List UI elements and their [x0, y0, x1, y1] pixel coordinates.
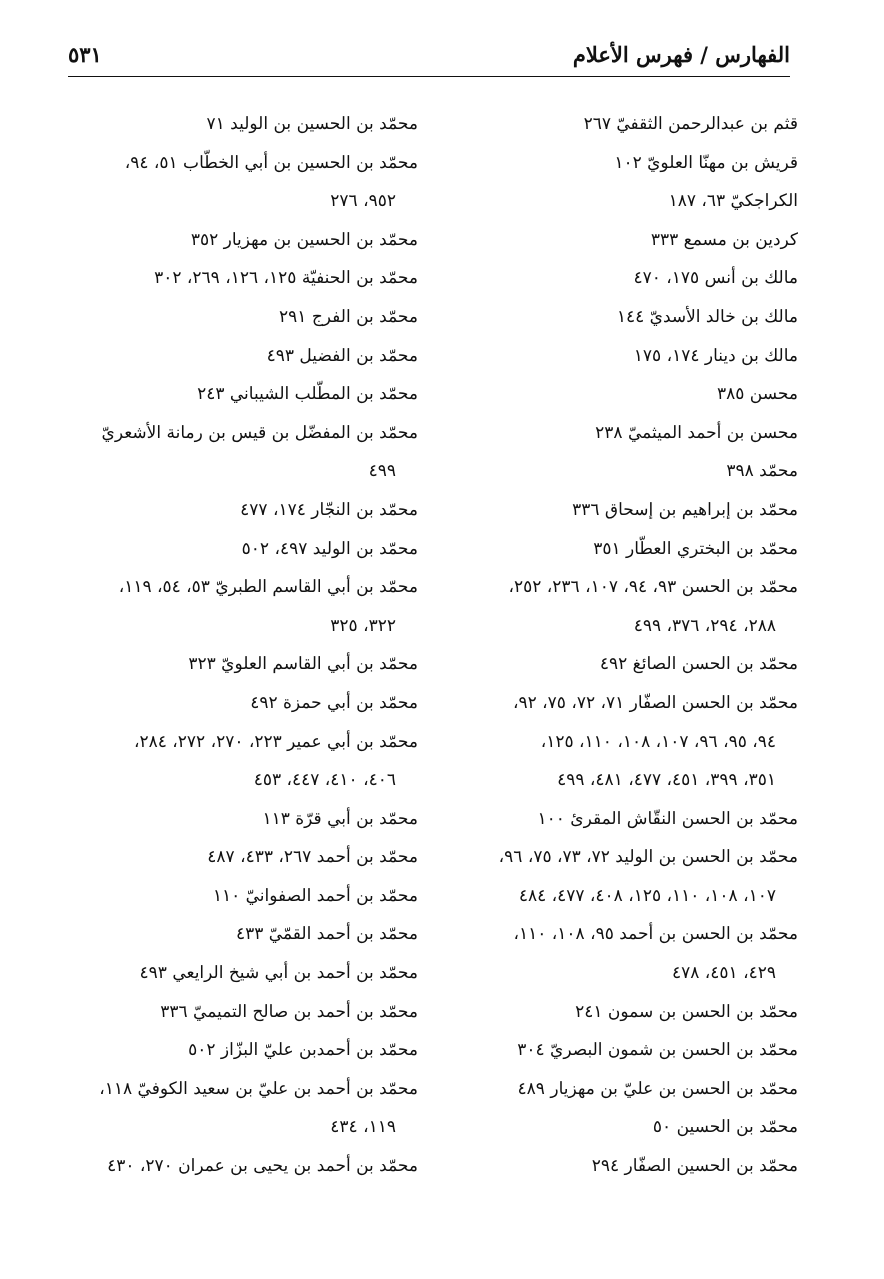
index-entry: محمّد بن أحمد ٢٦٧، ٤٣٣، ٤٨٧	[207, 847, 418, 868]
index-entry-continuation: ٤٩٩	[368, 461, 396, 482]
index-entry-continuation: ٤٠٦، ٤١٠، ٤٤٧، ٤٥٣	[253, 770, 396, 791]
index-entry: محمّد ٣٩٨	[726, 461, 798, 482]
index-entry-continuation: ٣٥١، ٣٩٩، ٤٥١، ٤٧٧، ٤٨١، ٤٩٩	[557, 770, 776, 791]
index-entry: محمّد بن الحسن الصائغ ٤٩٢	[599, 654, 798, 675]
index-entry-continuation: ١٠٧، ١٠٨، ١١٠، ١٢٥، ٤٠٨، ٤٧٧، ٤٨٤	[518, 885, 776, 906]
index-entry: محمّد بن الحسين الصفّار ٢٩٤	[591, 1156, 798, 1177]
index-entry: مالك بن دينار ١٧٤، ١٧٥	[633, 345, 798, 366]
index-entry: الكراجكيّ ٦٣، ١٨٧	[668, 191, 798, 212]
index-entry: قريش بن مهنّا العلويّ ١٠٢	[614, 152, 798, 173]
index-entry: محمّد بن الحسن الصفّار ٧١، ٧٢، ٧٥، ٩٢،	[513, 692, 798, 713]
index-column-right	[472, 105, 798, 1186]
index-entry: محمّد بن البختري العطّار ٣٥١	[593, 538, 798, 559]
index-entry: محمّد بن إبراهيم بن إسحاق ٣٣٦	[572, 499, 798, 520]
index-entry: محمّد بن الحسن بن الوليد ٧٢، ٧٣، ٧٥، ٩٦،	[498, 847, 798, 868]
index-entry: محمّد بن الحسين ٥٠	[652, 1117, 798, 1138]
page-number: ٥٣١	[68, 42, 102, 67]
index-entry: قثم بن عبدالرحمن الثقفيّ ٢٦٧	[583, 114, 798, 134]
index-entry: محمّد بن الحسن بن سمون ٢٤١	[575, 1001, 798, 1022]
index-entry: محمّد بن أبي عمير ٢٢٣، ٢٧٠، ٢٧٢، ٢٨٤،	[133, 731, 418, 752]
index-entry: محمّد بن الحسن ٩٣، ٩٤، ١٠٧، ٢٣٦، ٢٥٢،	[508, 577, 798, 598]
index-entry: محمّد بن الحنفيّة ١٢٥، ١٢٦، ٢٦٩، ٣٠٢	[154, 268, 418, 289]
index-entry: محمّد بن الحسين بن الوليد ٧١	[206, 114, 418, 134]
index-column-left	[78, 105, 418, 1186]
index-entry: محمّد بن الحسين بن أبي الخطّاب ٥١، ٩٤،	[124, 152, 418, 173]
page-header	[68, 36, 790, 77]
index-entry: محمّد بن أبي القاسم الطبريّ ٥٣، ٥٤، ١١٩،	[118, 577, 418, 598]
index-entry: محمّد بن الحسن بن أحمد ٩٥، ١٠٨، ١١٠،	[513, 924, 798, 945]
index-entry: محمّد بن الحسن بن عليّ بن مهزيار ٤٨٩	[517, 1078, 798, 1099]
index-entry: محمّد بن أحمدبن عليّ البزّاز ٥٠٢	[188, 1040, 418, 1061]
index-entry: محمّد بن أبي قرّة ١١٣	[262, 808, 418, 829]
index-entry: محمّد بن أحمد بن صالح التميميّ ٣٣٦	[160, 1001, 418, 1022]
index-entry: محمّد بن النجّار ١٧٤، ٤٧٧	[240, 499, 418, 520]
index-entry-continuation: ١١٩، ٤٣٤	[330, 1117, 396, 1138]
index-entry: محمّد بن أبي حمزة ٤٩٢	[250, 692, 418, 713]
index-entry: محمّد بن المطّلب الشيباني ٢٤٣	[197, 384, 418, 405]
index-entry: محسن ٣٨٥	[717, 384, 798, 405]
index-entry: محمّد بن أحمد بن عليّ بن سعيد الكوفيّ ١١٨،	[99, 1078, 418, 1099]
index-entry: محمّد بن أحمد بن يحيى بن عمران ٢٧٠، ٤٣٠	[107, 1156, 418, 1177]
index-entry: محمّد بن الحسن النقّاش المقرئ ١٠٠	[537, 808, 798, 829]
index-entry-continuation: ٤٢٩، ٤٥١، ٤٧٨	[672, 963, 776, 984]
index-entry: محمّد بن أحمد الصفوانيّ ١١٠	[212, 885, 418, 906]
index-entry: محمّد بن أبي القاسم العلويّ ٣٢٣	[188, 654, 418, 675]
index-entry-continuation: ٩٥٢، ٢٧٦	[330, 191, 396, 212]
index-entry: محمّد بن أحمد القمّيّ ٤٣٣	[235, 924, 418, 945]
index-entry: كردين بن مسمع ٣٣٣	[650, 229, 798, 250]
index-entry: محمّد بن المفضّل بن قيس بن رمانة الأشعريّ	[101, 422, 418, 443]
index-entry: محمّد بن الحسن بن شمون البصريّ ٣٠٤	[517, 1040, 798, 1061]
index-entry: محمّد بن الحسين بن مهزيار ٣٥٢	[190, 229, 418, 250]
index-entry-continuation: ٢٨٨، ٢٩٤، ٣٧٦، ٤٩٩	[633, 615, 776, 636]
index-entry: مالك بن أنس ١٧٥، ٤٧٠	[633, 268, 798, 289]
index-entry: محمّد بن أحمد بن أبي شيخ الرايعي ٤٩٣	[139, 963, 418, 984]
index-entry: محمّد بن الفضيل ٤٩٣	[266, 345, 418, 366]
index-entry-continuation: ٣٢٢، ٣٢٥	[330, 615, 396, 636]
index-entry: محمّد بن الوليد ٤٩٧، ٥٠٢	[241, 538, 418, 559]
index-entry: محسن بن أحمد الميثميّ ٢٣٨	[595, 422, 798, 443]
index-entry-continuation: ٩٤، ٩٥، ٩٦، ١٠٧، ١٠٨، ١١٠، ١٢٥،	[540, 731, 776, 752]
index-entry: مالك بن خالد الأسديّ ١٤٤	[616, 306, 798, 327]
index-entry: محمّد بن الفرج ٢٩١	[279, 306, 418, 327]
running-title: الفهارس / فهرس الأعلام	[572, 42, 790, 67]
